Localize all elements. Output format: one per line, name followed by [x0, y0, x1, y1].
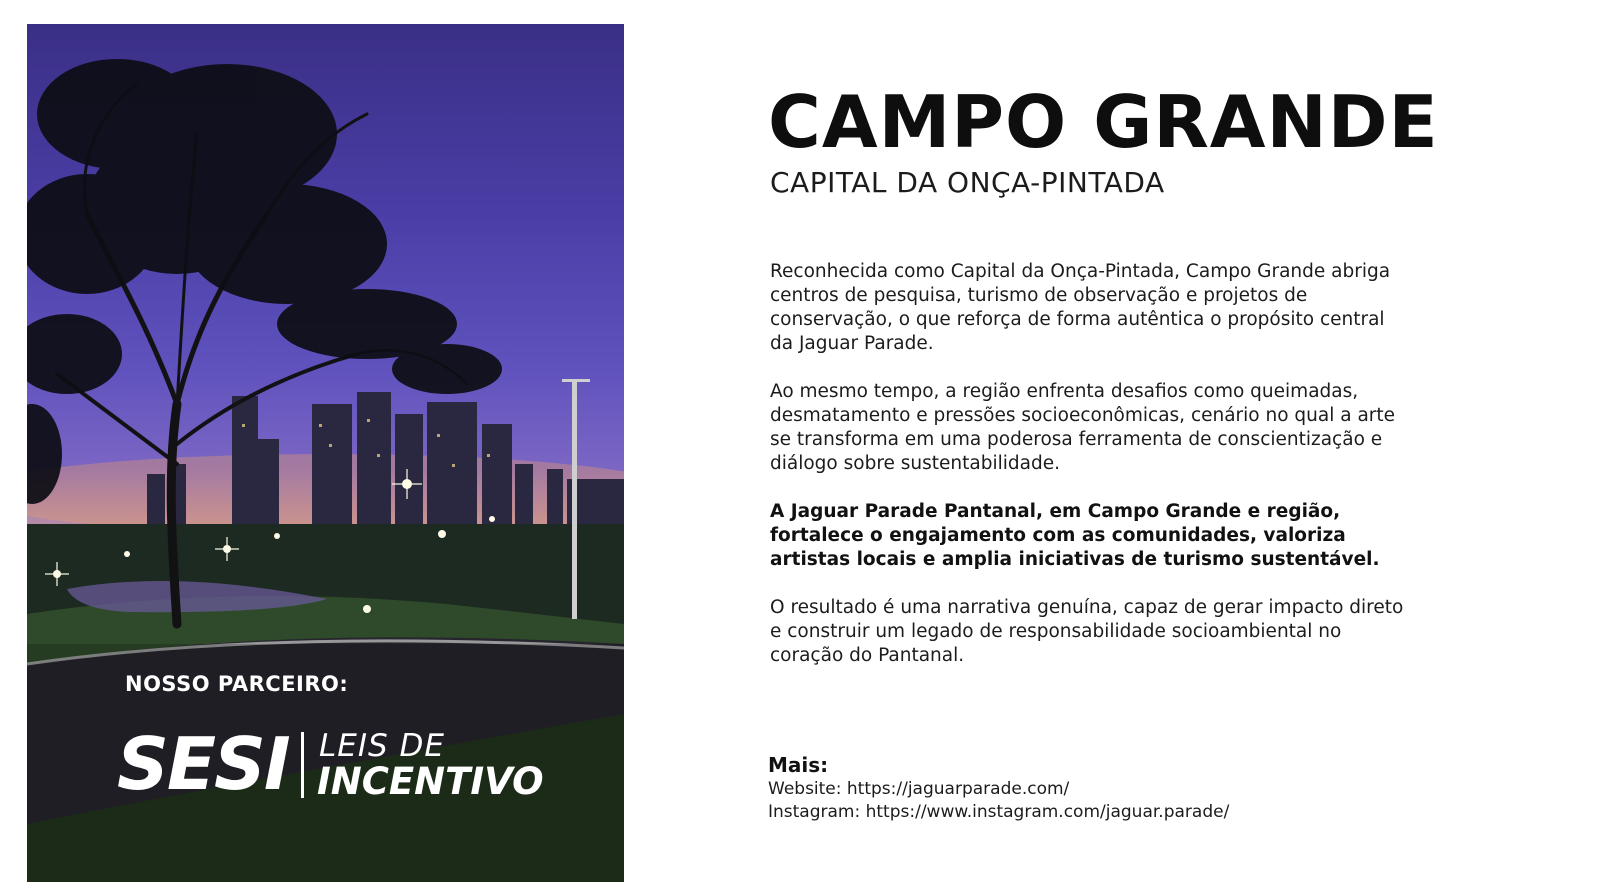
- page-title: CAMPO GRANDE: [768, 80, 1439, 164]
- instagram-link[interactable]: Instagram: https://www.instagram.com/jaguar.parade/: [768, 802, 1230, 822]
- logo-divider: [301, 732, 304, 798]
- paragraph-result: O resultado é uma narrativa genuína, capaz de gerar impacto direto e construir um legado de responsabilidade socioambiental no coração do Pantanal.: [770, 597, 1404, 666]
- logo-incentivo-text: INCENTIVO: [317, 760, 544, 803]
- more-title: Mais:: [768, 753, 829, 777]
- paragraph-highlight: A Jaguar Parade Pantanal, em Campo Grande e região, fortalece o engajamento com as comunidades, valoriza artistas locais e amplia iniciativas de turismo sustentável.: [770, 501, 1380, 570]
- website-link[interactable]: Website: https://jaguarparade.com/: [768, 779, 1070, 799]
- more-info: [768, 752, 1229, 824]
- partner-label: NOSSO PARCEIRO:: [125, 672, 349, 696]
- paragraph-challenges: Ao mesmo tempo, a região enfrenta desafios como queimadas, desmatamento e pressões socioeconômicas, cenário no qual a arte se transforma em uma poderosa ferramenta de conscientização e diálogo sobre sustentabilidade.: [770, 381, 1396, 474]
- page-subtitle: CAPITAL DA ONÇA-PINTADA: [770, 166, 1165, 199]
- paragraph-intro: Reconhecida como Capital da Onça-Pintada, Campo Grande abriga centros de pesquisa, turismo de observação e projetos de conservação, o que reforça de forma autêntica o propósito central da Jaguar Parade.: [770, 261, 1391, 354]
- logo-sesi-text: SESI: [117, 722, 289, 806]
- logo-leis-de-text: LEIS DE: [319, 728, 445, 764]
- body-text: [770, 260, 1410, 692]
- sesi-leis-de-incentivo-logo: [117, 722, 544, 814]
- city-photo: [27, 24, 624, 882]
